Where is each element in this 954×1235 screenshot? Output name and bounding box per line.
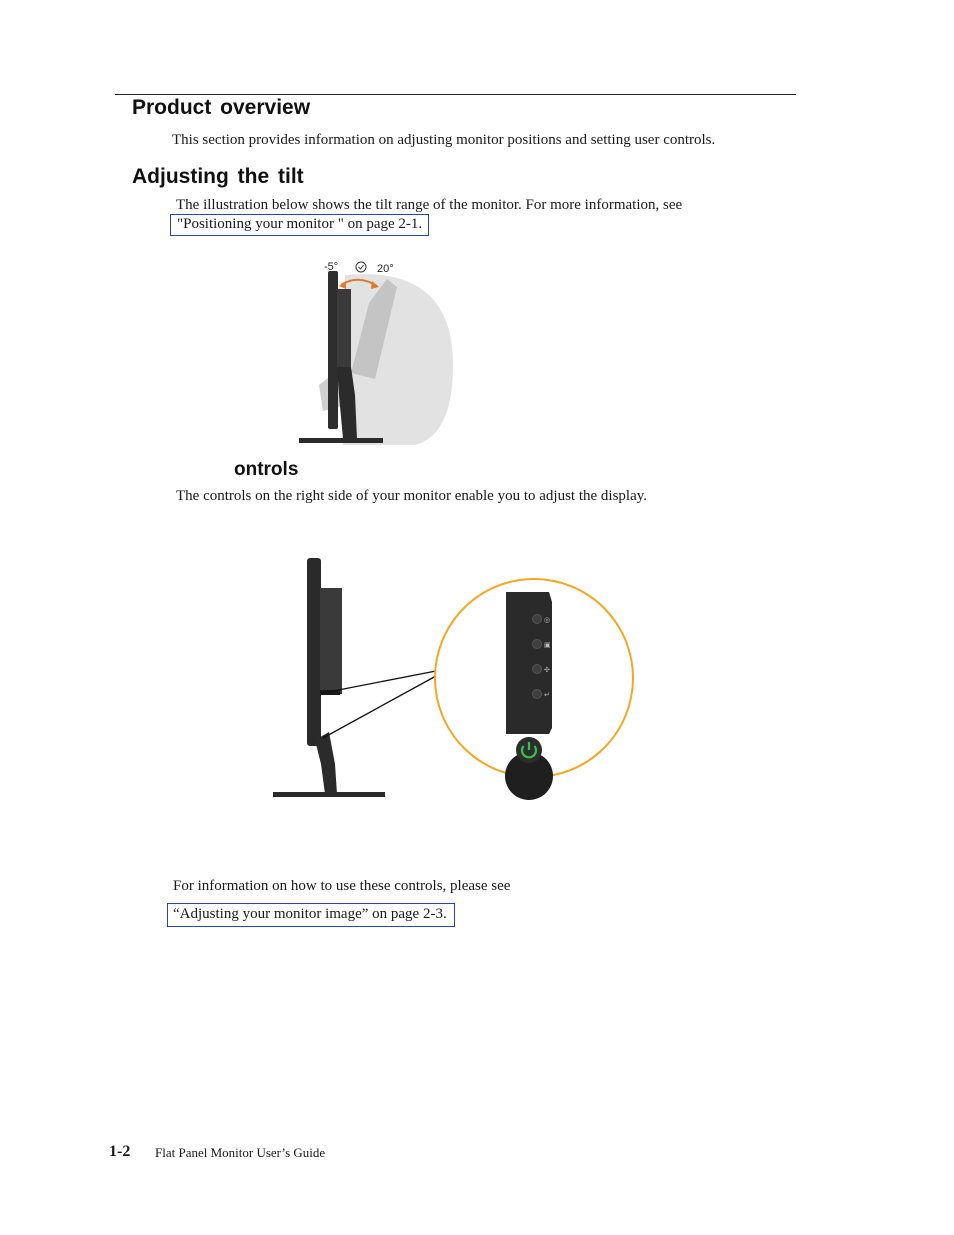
- return-icon: ↵: [544, 692, 550, 699]
- controls-info-text: For information on how to use these controls, please see: [173, 878, 511, 894]
- positioning-link[interactable]: "Positioning your monitor " on page 2-1.: [170, 214, 429, 236]
- monitor-stand-base: [299, 438, 383, 443]
- monitor-panel: [328, 271, 338, 429]
- control-button-1[interactable]: [533, 615, 542, 624]
- control-button-3[interactable]: [533, 665, 542, 674]
- tilt-angle-back: -5°: [324, 261, 339, 273]
- control-button-4[interactable]: [533, 690, 542, 699]
- controls-illustration: [265, 550, 645, 805]
- monitor-panel: [307, 558, 321, 746]
- menu-icon: ◎: [544, 617, 551, 624]
- section-intro: This section provides information on adjusting monitor positions and setting user controls.: [172, 132, 716, 148]
- zoomed-monitor-edge: [506, 592, 552, 734]
- tilt-text: The illustration below shows the tilt range of the monitor. For more information, see: [176, 197, 683, 213]
- monitor-stand-neck: [315, 732, 337, 794]
- adjusting-image-link[interactable]: “Adjusting your monitor image” on page 2-3.: [167, 903, 455, 927]
- tilt-angle-forward: 20°: [377, 263, 394, 275]
- header-rule: [115, 94, 796, 95]
- section-title: Product overview: [132, 96, 311, 119]
- footer-title: Flat Panel Monitor User’s Guide: [155, 1145, 326, 1160]
- controls-title: ontrols: [234, 459, 299, 480]
- monitor-stand-base: [273, 792, 385, 797]
- tilt-title: Adjusting the tilt: [132, 165, 304, 188]
- monitor-back: [320, 588, 342, 694]
- arrowhead-left-icon: [339, 281, 346, 289]
- tilt-illustration: [295, 255, 465, 450]
- brightness-icon: ▣: [544, 642, 551, 649]
- monitor-back: [337, 289, 351, 367]
- settings-icon: ✣: [544, 667, 550, 674]
- controls-text: The controls on the right side of your monitor enable you to adjust the display.: [176, 488, 648, 504]
- page-number: 1-2: [109, 1143, 131, 1160]
- check-circle-icon: [356, 262, 366, 272]
- control-button-2[interactable]: [533, 640, 542, 649]
